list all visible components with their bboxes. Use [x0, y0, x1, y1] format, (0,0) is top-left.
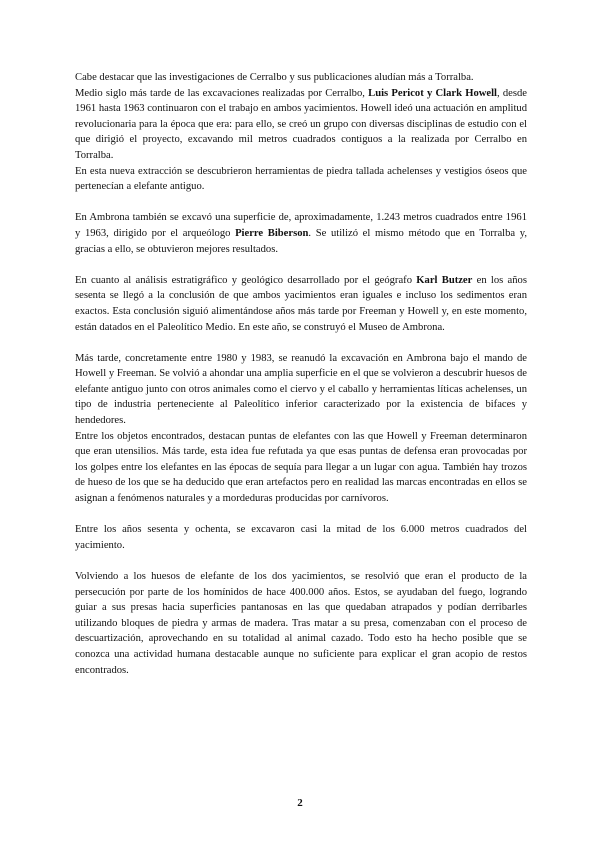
paragraph-objects-found	[75, 429, 527, 507]
bold-name-biberson: Pierre Biberson	[235, 227, 309, 239]
paragraph-pericot-howell	[75, 86, 527, 164]
paragraph-text: . Se utilizó el mismo método que en Torralba y, gracias a ello, se obtuvieron mejores resultados.	[75, 227, 528, 255]
paragraph-text: Entre los objetos encontrados, destacan puntas de elefantes con las que Howell y Freeman determinaron que eran utensilios. Más tarde, esta idea fue refutada ya que esas puntas de defensa eran provocadas por los golpes entre los elefantes en las épocas de sequía para llegar a un lugar con agua. También hay trozos de hueso de los que se ha deducido que eran artefactos pero en realidad las marcas encontradas en ellos se asignan a fenómenos naturales y a mordeduras producidas por carnívoros.	[75, 430, 527, 505]
bold-name-pericot-howell: Luis Pericot y Clark Howell	[368, 87, 497, 99]
paragraph-gap	[75, 335, 527, 351]
paragraph-ambrona-biberson	[75, 210, 527, 257]
paragraph-text: En Ambrona también se excavó una superficie de, aproximadamente, 1.243 metros cuadrados entre 1961 y 1963, dirigido por el arqueólogo	[75, 212, 527, 239]
paragraph-text: Más tarde, concretamente entre 1980 y 1983, se reanudó la excavación en Ambrona bajo el mando de Howell y Freeman. Se volvió a ahondar una amplia superficie en el que se volvieron a descubrir huesos de elefante antiguo junto con otros animales como el ciervo y el caballo y herramientas líticas achelenses, un tipo de industria perteneciente al Paleolítico inferior caracterizado por la existencia de bifaces y hendedores.	[75, 352, 527, 427]
paragraph-elephant-bones	[75, 569, 527, 678]
page-number: 2	[297, 797, 303, 809]
paragraph-text: En esta nueva extracción se descubrieron herramientas de piedra tallada achelenses y vestigios óseos que pertenecían a elefante antiguo.	[75, 165, 527, 193]
paragraph-butzer-analysis	[75, 273, 527, 335]
paragraph-gap	[75, 195, 527, 211]
paragraph-new-extraction	[75, 164, 527, 195]
bold-name-butzer: Karl Butzer	[416, 274, 473, 286]
paragraph-torralba-intro	[75, 70, 527, 86]
paragraph-text: en los años sesenta se llegó a la conclusión de que ambos yacimientos eran iguales e incluso los sedimentos eran exactos. Esta conclusión siguió alimentándose años más tarde por Freeman y Howell y, en este momento, están datados en el Paleolítico Medio. En este año, se construyó el Museo de Ambrona.	[75, 274, 527, 333]
paragraph-text: Cabe destacar que las investigaciones de Cerralbo y sus publicaciones aludían más a Torralba.	[75, 72, 474, 83]
paragraph-text: Entre los años sesenta y ochenta, se excavaron casi la mitad de los 6.000 metros cuadrados del yacimiento.	[75, 524, 527, 551]
paragraph-text: Medio siglo más tarde de las excavaciones realizadas por Cerralbo,	[75, 87, 369, 99]
paragraph-gap	[75, 507, 527, 523]
paragraph-gap	[75, 553, 527, 569]
paragraph-sixties-eighties	[75, 522, 527, 553]
paragraph-text: En cuanto al análisis estratigráfico y geológico desarrollado por el geógrafo	[75, 274, 417, 286]
paragraph-text: , desde 1961 hasta 1963 continuaron con el trabajo en ambos yacimientos. Howell ideó una actuación en amplitud revolucionaria para la época que era: para ello, se creó un grupo con diversas disciplinas de estudio con el que dirigió el proyecto, excavando mil metros cuadrados contiguos a la realizada por Cerralbo en Torralba.	[75, 87, 527, 161]
paragraph-excavation-1980	[75, 351, 527, 429]
paragraph-text: Volviendo a los huesos de elefante de los dos yacimientos, se resolvió que eran el producto de la persecución por parte de los homínidos de hace 400.000 años. Estos, se ayudaban del fuego, logrando guiar a sus presas hacia superficies pantanosas en las que quedaban atrapados y podían derribarles utilizando bloques de piedra y armas de madera. Tras matar a su presa, comenzaban con el proceso de descuartización, aprovechando en su totalidad al animal cazado. Todo esto ha hecho posible que se conozca una actividad humana destacable aunque no suficiente para explicar el gran acopio de restos encontrados.	[75, 571, 527, 676]
document-body	[75, 70, 527, 678]
paragraph-gap	[75, 257, 527, 273]
